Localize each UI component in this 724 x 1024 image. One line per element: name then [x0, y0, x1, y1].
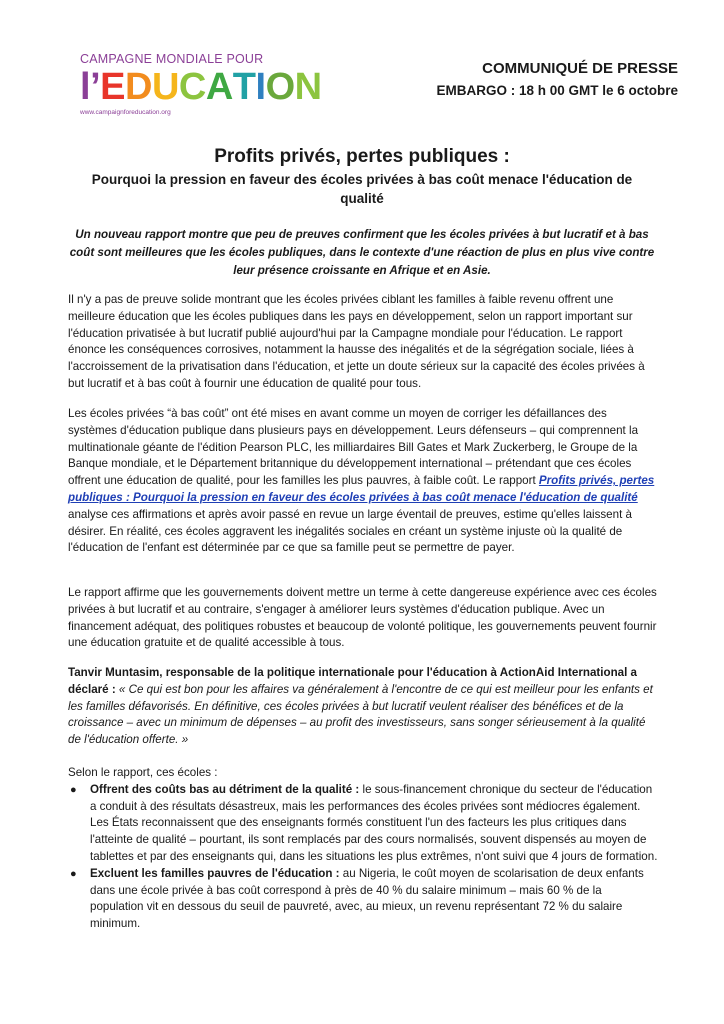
logo-letter: E	[100, 66, 125, 108]
logo-letter: I	[255, 66, 266, 108]
logo-letter: U	[151, 66, 179, 108]
logo-letter: C	[178, 66, 206, 108]
press-header	[436, 60, 678, 100]
paragraph-2	[68, 406, 658, 557]
quote-text: « Ce qui est bon pour les affaires va généralement à l'encontre de ce qui est meilleur pour les enfants et les familles défavorisés. En définitive, ces écoles privées à but lucratif veulent réaliser des bénéfices et de la croissance – avec un minimum de dépenses – au profit des investisseurs, sans songer sérieusement à la qualité de l'éducation offerte. »	[68, 682, 653, 747]
logo-top-text: CAMPAGNE MONDIALE POUR	[80, 52, 264, 66]
paragraph-3: Le rapport affirme que les gouvernements doivent mettre un terme à cette dangereuse expérience avec ces écoles privées à but lucratif et au contraire, s'engager à améliorer leurs systèmes d'éducation publique. Avec un financement adéquat, des politiques robustes et beaucoup de volonté politique, les gouvernements peuvent fournir une éducation gratuite et de qualité accessible à tous.	[68, 586, 657, 650]
embargo-notice: EMBARGO : 18 h 00 GMT le 6 octobre	[436, 83, 678, 98]
bullet-text: le sous-financement chronique du secteur de l'éducation a conduit à des résultats désastreux, mais les performances des écoles privées sont médiocres également. Les États reconnaissent que des enseignants formés constituent l'un des facteurs les plus critiques dans l'atteinte de qualité – pourtant, ils sont remplacés par des cours normalisés, souvent dispensés au moyen de tablettes et par des enseignants qui, dans les situations les plus extrêmes, n'ont suivi que 4 jours de formation.	[90, 782, 658, 863]
logo-url: www.campaignforeducation.org	[80, 109, 171, 116]
quote-speaker: Tanvir Muntasim, responsable de la politique internationale pour l'éducation à ActionAid International a déclaré :	[68, 666, 637, 696]
bullet-icon: ●	[70, 867, 77, 880]
findings-section	[68, 765, 658, 933]
logo-letter: A	[205, 66, 233, 108]
bullet-icon: ●	[70, 783, 77, 796]
findings-list	[68, 782, 658, 933]
logo-letter: ’	[90, 66, 101, 108]
bullet-heading: Offrent des coûts bas au détriment de la qualité :	[90, 782, 363, 796]
lead-paragraph: Un nouveau rapport montre que peu de preuves confirment que les écoles privées à but lucratif et à bas coût sont meilleures que les écoles publiques, dans le contexte d'une réaction de plus en plus vive contre leur présence croissante en Afrique et en Asie.	[69, 228, 655, 277]
logo-wordmark	[80, 68, 330, 106]
paragraph-1: Il n'y a pas de preuve solide montrant que les écoles privées ciblant les familles à faible revenu offrent une meilleure éducation que les écoles publiques dans les pays en développement, selon un rapport important sur l'éducation privatisée à but lucratif publié aujourd'hui par la Campagne mondiale pour l'éducation. Le rapport énonce les conséquences corrosives, notamment la hausse des inégalités et de la ségrégation sociale, liées à l'accroissement de la privatisation dans l'éducation, et jette un doute sérieux sur la capacité des écoles privées à but lucratif et à bas coût à fournir une éducation de qualité pour tous.	[68, 293, 645, 390]
report-link[interactable]: Profits privés, pertes publiques : Pourquoi la pression en faveur des écoles privées à bas coût menace l'éducation de qualité	[68, 474, 655, 504]
campaign-logo	[80, 52, 330, 117]
bullet-text: au Nigeria, le coût moyen de scolarisation de deux enfants dans une école privée à bas coût correspond à près de 40 % du salaire minimum – mais 60 % de la population vit en dessous du seuil de pauvreté, avec, au mieux, un revenu représentant 72 % du salaire minimum.	[90, 866, 644, 931]
findings-intro: Selon le rapport, ces écoles :	[68, 766, 218, 779]
bullet-heading: Excluent les familles pauvres de l'éducation :	[90, 866, 343, 880]
press-release-label: COMMUNIQUÉ DE PRESSE	[482, 60, 678, 77]
list-item	[68, 866, 658, 933]
paragraph-2-text-after: analyse ces affirmations et après avoir passé en revue un large éventail de preuves, estime qu'elles laissent à désirer. En réalité, ces écoles aggravent les inégalités sociales en créant un système injuste où la qualité de l'éducation de l'enfant est déterminée par ce que sa famille peut se permettre de payer.	[68, 507, 632, 555]
logo-letter: N	[294, 66, 322, 108]
logo-letter: D	[124, 66, 152, 108]
document-subtitle: Pourquoi la pression en faveur des écoles privées à bas coût menace l'éducation de qualité	[91, 172, 633, 206]
logo-letter: O	[265, 66, 295, 108]
quote-paragraph	[68, 665, 658, 749]
document-title: Profits privés, pertes publiques :	[214, 146, 510, 167]
paragraph-2-text-before: Les écoles privées “à bas coût” ont été mises en avant comme un moyen de corriger les défaillances des systèmes d'éducation publique dans plusieurs pays en développement. Leurs défenseurs – qui comprennent la multinationale géante de l'édition Pearson PLC, les milliardaires Bill Gates et Mark Zuckerberg, le Groupe de la Banque mondiale, et le Département britannique du développement international – prétendant que ces écoles offrent une éducation de qualité, pour les familles les plus pauvres, à faible coût. Le rapport	[68, 407, 639, 488]
list-item	[68, 782, 658, 866]
logo-letter: T	[232, 66, 256, 108]
logo-letter: l	[80, 66, 91, 108]
